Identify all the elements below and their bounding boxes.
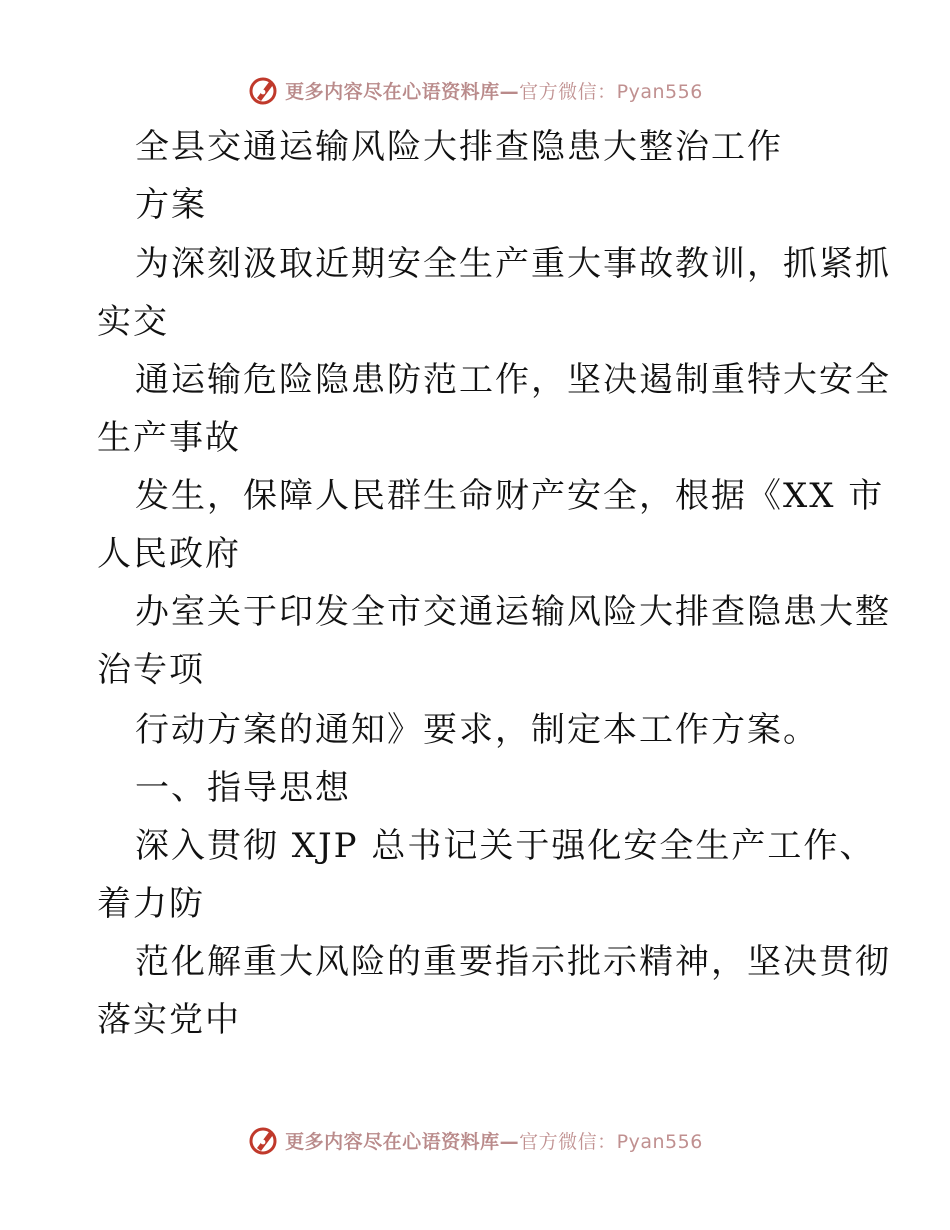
- pen-logo-icon: [247, 1124, 279, 1156]
- paragraph-line: 人民政府: [97, 534, 241, 574]
- pen-logo-icon: [247, 74, 279, 106]
- paragraph-line: 着力防: [97, 884, 205, 924]
- paragraph-line: 行动方案的通知》要求，制定本工作方案。: [135, 710, 819, 750]
- paragraph-line: 治专项: [97, 650, 205, 690]
- section-heading: 一、指导思想: [135, 768, 351, 808]
- paragraph-line: 办室关于印发全市交通运输风险大排查隐患大整: [135, 592, 891, 632]
- paragraph-line: 实交: [97, 302, 169, 342]
- paragraph-line: 为深刻汲取近期安全生产重大事故教训，抓紧抓: [135, 244, 891, 284]
- paragraph-line: 发生，保障人民群生命财产安全，根据《XX 市: [135, 476, 885, 516]
- paragraph-line: 落实党中: [97, 1000, 241, 1040]
- document-title-continuation: 方案: [135, 185, 207, 225]
- paragraph-line: 深入贯彻 XJP 总书记关于强化安全生产工作、: [135, 826, 876, 866]
- paragraph-line: 生产事故: [97, 418, 241, 458]
- paragraph-line: 范化解重大风险的重要指示批示精神，坚决贯彻: [135, 942, 891, 982]
- watermark-footer: [0, 1120, 950, 1160]
- document-title: 全县交通运输风险大排查隐患大整治工作: [135, 127, 783, 167]
- paragraph-line: 通运输危险隐患防范工作，坚决遏制重特大安全: [135, 360, 891, 400]
- watermark-text: 更多内容尽在心语资料库—官方微信：Pyan556: [285, 80, 703, 103]
- watermark-text: 更多内容尽在心语资料库—官方微信：Pyan556: [285, 1130, 703, 1153]
- watermark-header: [0, 70, 950, 110]
